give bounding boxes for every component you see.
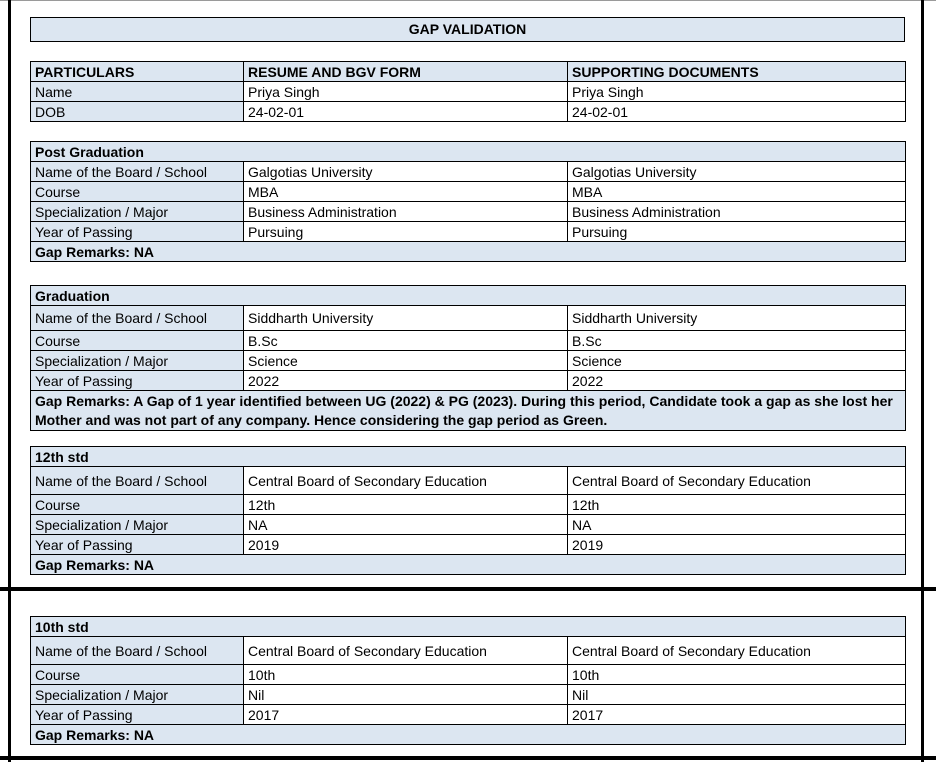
table-row <box>31 162 906 182</box>
row-label: Name of the Board / School <box>31 162 244 182</box>
table-row <box>31 705 906 725</box>
column-header-supporting: SUPPORTING DOCUMENTS <box>568 62 906 82</box>
table-row <box>31 515 906 535</box>
section-header-row <box>31 617 906 637</box>
row-label: Specialization / Major <box>31 685 244 705</box>
resume-value: 24-02-01 <box>244 102 568 122</box>
table-row <box>31 637 906 665</box>
resume-value: 10th <box>244 665 568 685</box>
table-row <box>31 182 906 202</box>
table-row <box>31 351 906 371</box>
resume-value: Nil <box>244 685 568 705</box>
particulars-table <box>30 61 906 122</box>
supporting-value: Science <box>568 351 906 371</box>
resume-value: Central Board of Secondary Education <box>244 467 568 495</box>
column-header-particulars: PARTICULARS <box>31 62 244 82</box>
table-row <box>31 371 906 391</box>
page-border-left <box>8 0 11 762</box>
row-label: Year of Passing <box>31 535 244 555</box>
resume-value: 12th <box>244 495 568 515</box>
resume-value: 2019 <box>244 535 568 555</box>
supporting-value: Priya Singh <box>568 82 906 102</box>
supporting-value: 12th <box>568 495 906 515</box>
row-label: Course <box>31 331 244 351</box>
gap-remarks-row <box>31 242 906 262</box>
table-row <box>31 535 906 555</box>
gap-remarks: Gap Remarks: NA <box>31 725 906 745</box>
resume-value: Pursuing <box>244 222 568 242</box>
resume-value: B.Sc <box>244 331 568 351</box>
supporting-value: B.Sc <box>568 331 906 351</box>
supporting-value: Nil <box>568 685 906 705</box>
gap-remarks: Gap Remarks: NA <box>31 242 906 262</box>
section-header-row <box>31 286 906 306</box>
section-title: Graduation <box>31 286 906 306</box>
row-label: Name <box>31 82 244 102</box>
supporting-value: MBA <box>568 182 906 202</box>
row-label: Name of the Board / School <box>31 467 244 495</box>
section-table-12th-std <box>30 446 906 575</box>
page-break-divider <box>0 587 936 591</box>
row-label: Year of Passing <box>31 705 244 725</box>
table-row <box>31 82 906 102</box>
row-label: Course <box>31 182 244 202</box>
section-table-post-graduation <box>30 141 906 262</box>
resume-value: Science <box>244 351 568 371</box>
supporting-value: Galgotias University <box>568 162 906 182</box>
section-header-row <box>31 142 906 162</box>
resume-value: Business Administration <box>244 202 568 222</box>
section-title: 12th std <box>31 447 906 467</box>
supporting-value: Central Board of Secondary Education <box>568 637 906 665</box>
page-border-right <box>921 0 924 762</box>
page-border-top <box>0 0 936 1</box>
resume-value: 2022 <box>244 371 568 391</box>
row-label: Specialization / Major <box>31 351 244 371</box>
supporting-value: Siddharth University <box>568 306 906 331</box>
page-border-bottom <box>0 756 936 760</box>
supporting-value: 2022 <box>568 371 906 391</box>
supporting-value: 2017 <box>568 705 906 725</box>
row-label: Name of the Board / School <box>31 637 244 665</box>
row-label: Year of Passing <box>31 222 244 242</box>
section-title: Post Graduation <box>31 142 906 162</box>
resume-value: NA <box>244 515 568 535</box>
row-label: Specialization / Major <box>31 515 244 535</box>
gap-remarks-row <box>31 725 906 745</box>
table-row <box>31 495 906 515</box>
supporting-value: Business Administration <box>568 202 906 222</box>
table-row <box>31 685 906 705</box>
document-title: GAP VALIDATION <box>30 17 905 42</box>
resume-value: Priya Singh <box>244 82 568 102</box>
row-label: Course <box>31 665 244 685</box>
supporting-value: 2019 <box>568 535 906 555</box>
supporting-value: 10th <box>568 665 906 685</box>
section-header-row <box>31 447 906 467</box>
resume-value: Siddharth University <box>244 306 568 331</box>
section-table-graduation <box>30 285 906 431</box>
table-row <box>31 467 906 495</box>
table-row <box>31 331 906 351</box>
gap-remarks-row <box>31 555 906 575</box>
gap-remarks: Gap Remarks: A Gap of 1 year identified between UG (2022) & PG (2023). During this period, Candidate took a gap as she lost her Mother and was not part of any company. Hence considering the gap period as Green. <box>31 391 906 431</box>
table-row <box>31 202 906 222</box>
table-row <box>31 102 906 122</box>
table-row <box>31 665 906 685</box>
gap-remarks-row <box>31 391 906 431</box>
supporting-value: 24-02-01 <box>568 102 906 122</box>
row-label: Year of Passing <box>31 371 244 391</box>
row-label: Specialization / Major <box>31 202 244 222</box>
table-row <box>31 222 906 242</box>
row-label: Course <box>31 495 244 515</box>
column-header-resume: RESUME AND BGV FORM <box>244 62 568 82</box>
supporting-value: NA <box>568 515 906 535</box>
row-label: DOB <box>31 102 244 122</box>
table-header-row <box>31 62 906 82</box>
section-title: 10th std <box>31 617 906 637</box>
gap-remarks: Gap Remarks: NA <box>31 555 906 575</box>
section-table-10th-std <box>30 616 906 745</box>
resume-value: Galgotias University <box>244 162 568 182</box>
resume-value: 2017 <box>244 705 568 725</box>
resume-value: Central Board of Secondary Education <box>244 637 568 665</box>
resume-value: MBA <box>244 182 568 202</box>
supporting-value: Central Board of Secondary Education <box>568 467 906 495</box>
table-row <box>31 306 906 331</box>
row-label: Name of the Board / School <box>31 306 244 331</box>
supporting-value: Pursuing <box>568 222 906 242</box>
